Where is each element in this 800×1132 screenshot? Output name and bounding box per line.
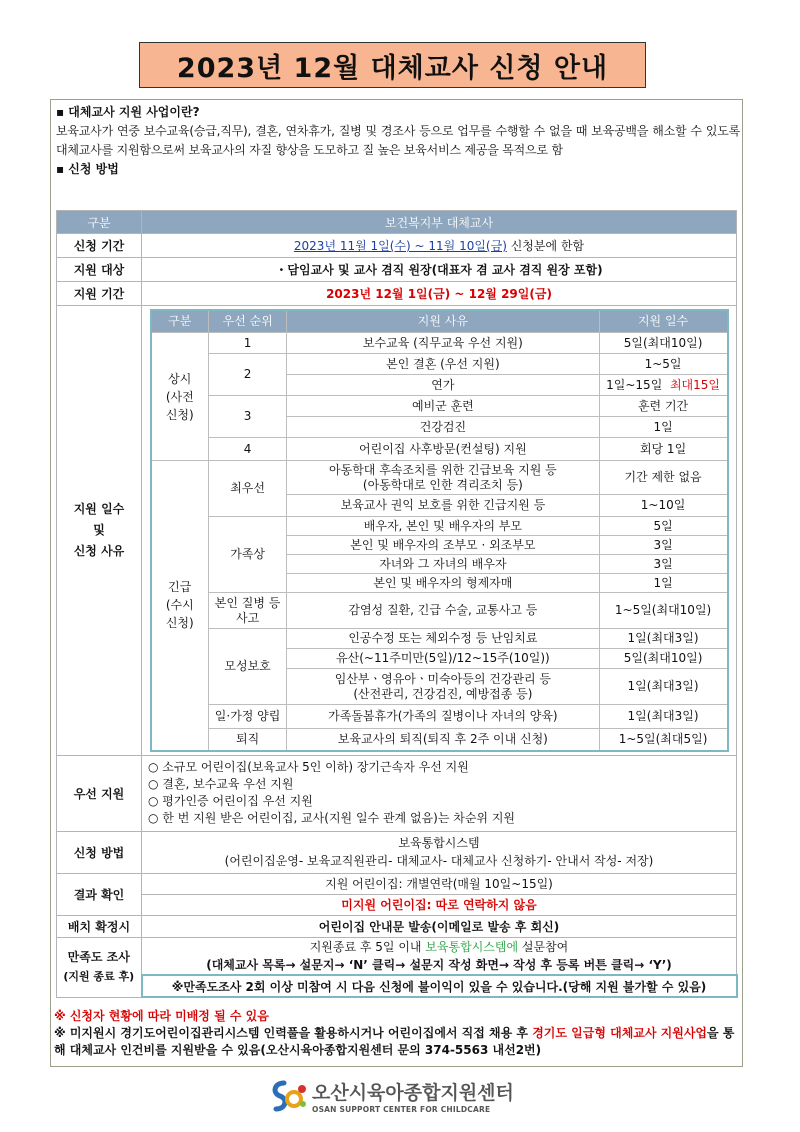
table-row: 퇴직 보육교사의 퇴직(퇴직 후 2주 이내 신청) 1~5일(최대5일) xyxy=(151,729,728,751)
table-row xyxy=(57,234,737,258)
intro-body: 보육교사가 연중 보수교육(승급,직무), 결혼, 연차휴가, 질병 및 경조사 등으로 업무를 수행할 수 없을 때 보육공백을 해소할 수 있도록 대체교사를 지원함으로써 보육교사의 자질 향상을 도모하고 질 높은 보육서비스 제공을 목적으로 함 xyxy=(56,124,740,157)
survey-label: 만족도 조사 (지원 종료 후) xyxy=(57,937,142,997)
result-label: 결과 확인 xyxy=(57,873,142,915)
table-row: 일·가정 양립 가족돌봄휴가(가족의 질병이나 자녀의 양육) 1일(최대3일) xyxy=(151,705,728,729)
days-subtable xyxy=(150,309,729,752)
sub-header-days: 지원 일수 xyxy=(599,310,727,333)
logo-name: 오산시육아종합지원센터 xyxy=(312,1082,514,1104)
table-row xyxy=(57,873,737,894)
table-row: 보육교사 권익 보호를 위한 긴급지원 등 1~10일 xyxy=(151,495,728,517)
table-row xyxy=(57,831,737,873)
survey-info: 지원종료 후 5일 이내 보육통합시스템에 설문참여 (대체교사 목록→ 설문지→ ‘N’ 클릭→ 설문지 작성 화면→ 작성 후 등록 버튼 클릭→ ‘Y’) xyxy=(142,937,737,975)
group-urgent: 긴급 (수시 신청) xyxy=(151,461,209,751)
method-heading: ▪ 신청 방법 xyxy=(56,162,119,176)
header-category: 구분 xyxy=(57,211,142,234)
sub-header-reason: 지원 사유 xyxy=(287,310,599,333)
table-row: 본인 및 배우자의 형제자매 1일 xyxy=(151,574,728,593)
sub-header-category: 구분 xyxy=(151,310,209,333)
table-row: 본인 및 배우자의 조부모 · 외조부모 3일 xyxy=(151,536,728,555)
table-row xyxy=(57,894,737,915)
header-program: 보건복지부 대체교사 xyxy=(142,211,737,234)
method-value: 보육통합시스템 (어린이집운영- 보육교직원관리- 대체교사- 대체교사 신청하기- 안내서 작성- 저장) xyxy=(142,831,737,873)
intro-section xyxy=(56,103,740,179)
table-row xyxy=(57,915,737,937)
group-regular: 상시 (사전 신청) xyxy=(151,333,209,461)
method-label: 신청 방법 xyxy=(57,831,142,873)
table-row: 긴급 (수시 신청) 최우선 아동학대 후속조치를 위한 긴급보육 지원 등 (아동학대로 인한 격리조치 등) 기간 제한 없음 xyxy=(151,461,728,495)
apply-period-label: 신청 기간 xyxy=(57,234,142,258)
priority-label: 우선 지원 xyxy=(57,755,142,831)
intro-heading: ▪ 대체교사 지원 사업이란? xyxy=(56,105,200,119)
note-unassigned: ※ 신청자 현황에 따라 미배정 될 수 있음 xyxy=(54,1009,269,1023)
table-row xyxy=(57,282,737,306)
table-row: 유산(~11주미만(5일)/12~15주(10일)) 5일(최대10일) xyxy=(151,649,728,669)
table-row: 임산부ㆍ영유아ㆍ미숙아등의 건강관리 등 (산전관리, 건강검진, 예방접종 등) 1일(최대3일) xyxy=(151,669,728,705)
footer-notes xyxy=(54,1008,740,1059)
table-row: 2 본인 결혼 (우선 지원) 1~5일 xyxy=(151,354,728,375)
days-label: 지원 일수 및 신청 사유 xyxy=(57,306,142,756)
sub-header-rank: 우선 순위 xyxy=(209,310,287,333)
logo-subtitle: OSAN SUPPORT CENTER FOR CHILDCARE xyxy=(312,1105,491,1114)
table-row: 연가 1일~15일 최대15일 xyxy=(151,375,728,396)
target-label: 지원 대상 xyxy=(57,258,142,282)
target-value: ・담임교사 및 교사 겸직 원장(대표자 겸 교사 겸직 원장 포함) xyxy=(142,258,737,282)
page-title: 2023년 12월 대체교사 신청 안내 xyxy=(139,42,646,88)
table-row: 가족상 배우자, 본인 및 배우자의 부모 5일 xyxy=(151,517,728,536)
info-table xyxy=(56,210,738,998)
subtable-header xyxy=(151,310,728,333)
table-row xyxy=(57,937,737,975)
confirm-label: 배치 확정시 xyxy=(57,915,142,937)
days-cell xyxy=(142,306,737,756)
confirm-value: 어린이집 안내문 발송(이메일로 발송 후 회신) xyxy=(142,915,737,937)
support-period-value: 2023년 12월 1일(금) ~ 12월 29일(금) xyxy=(142,282,737,306)
table-row: 상시 (사전 신청) 1 보수교육 (직무교육 우선 지원) 5일(최대10일) xyxy=(151,333,728,354)
center-logo xyxy=(270,1078,540,1114)
apply-period-value: 2023년 11월 1일(수) ~ 11월 10일(금) 신청분에 한함 xyxy=(142,234,737,258)
logo-mark-icon xyxy=(270,1079,308,1113)
survey-warning: ※만족도조사 2회 이상 미참여 시 다음 신청에 불이익이 있을 수 있습니다.(당해 지원 불가할 수 있음) xyxy=(142,975,737,997)
result-not-supported: 미지원 어린이집: 따로 연락하지 않음 xyxy=(142,894,737,915)
priority-list: ○ 소규모 어린이집(보육교사 5인 이하) 장기근속자 우선 지원 ○ 결혼, 보수교육 우선 지원 ○ 평가인증 어린이집 우선 지원 ○ 한 번 지원 받은 어린이집, 교사(지원 일수 관계 없음)는 차순위 지원 xyxy=(142,755,737,831)
result-supported: 지원 어린이집: 개별연락(매월 10일~15일) xyxy=(142,873,737,894)
table-row: 3 예비군 훈련 훈련 기간 xyxy=(151,396,728,417)
table-row: 본인 질병 등 사고 감염성 질환, 긴급 수술, 교통사고 등 1~5일(최대10일) xyxy=(151,593,728,629)
table-row xyxy=(57,258,737,282)
table-row: 모성보호 인공수정 또는 체외수정 등 난임치료 1일(최대3일) xyxy=(151,629,728,649)
table-header xyxy=(57,211,737,234)
support-period-label: 지원 기간 xyxy=(57,282,142,306)
table-row xyxy=(57,755,737,831)
table-row: 건강검진 1일 xyxy=(151,417,728,438)
table-row: 4 어린이집 사후방문(컨설팅) 지원 회당 1일 xyxy=(151,438,728,461)
table-row xyxy=(57,306,737,756)
table-row: 자녀와 그 자녀의 배우자 3일 xyxy=(151,555,728,574)
table-row xyxy=(57,975,737,997)
note-alternative: ※ 미지원시 경기도어린이집관리시스템 인력풀을 활용하시거나 어린이집에서 직접 채용 후 경기도 일급형 대체교사 지원사업을 통해 대체교사 인건비를 지원받을 수 있음(오산시육아종합지원센터 문의 374-5563 내선2번) xyxy=(54,1026,735,1057)
